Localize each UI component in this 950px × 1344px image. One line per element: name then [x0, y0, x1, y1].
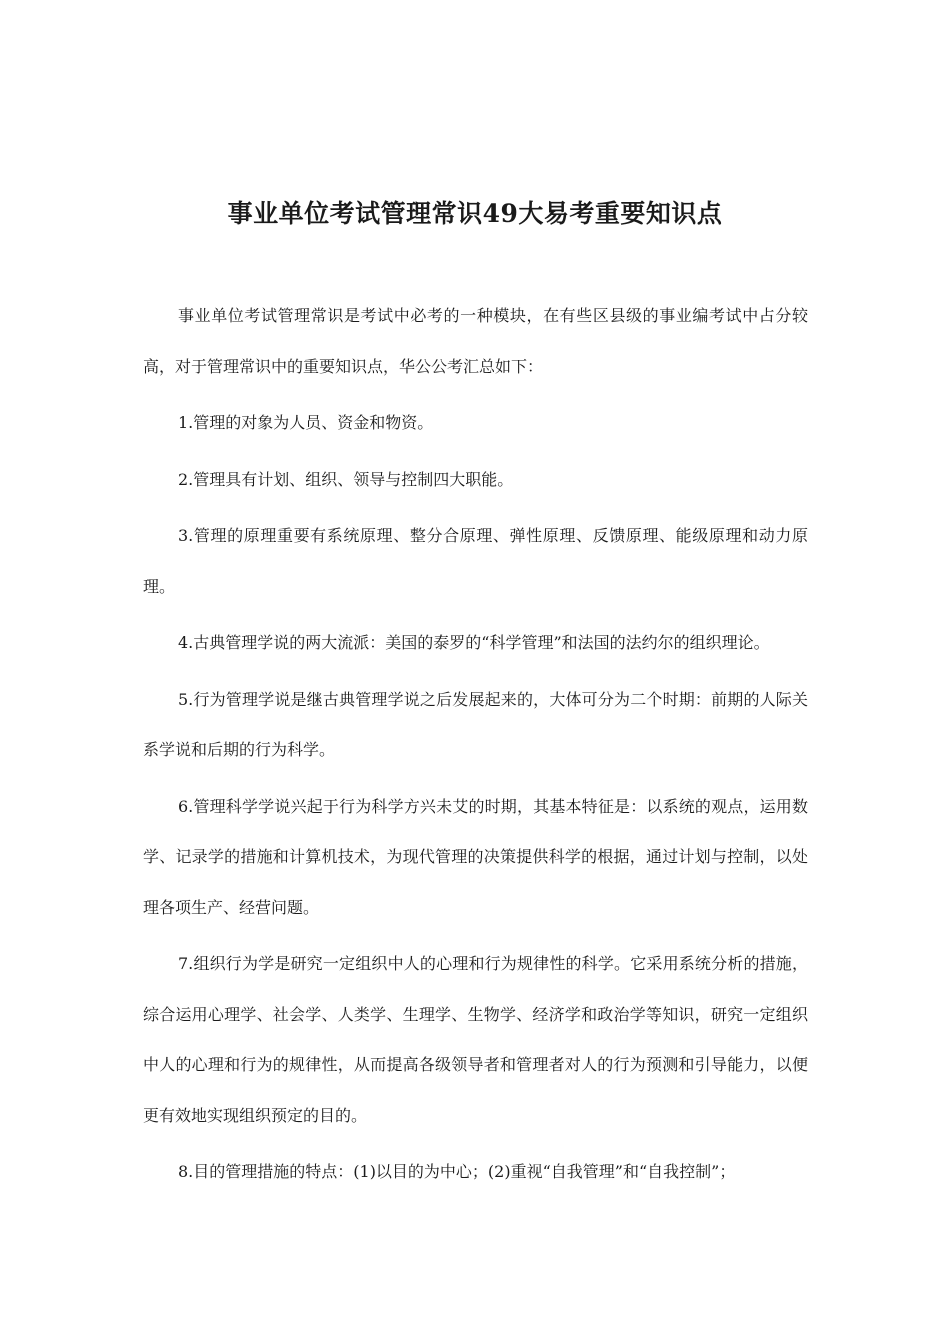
document-title: 事业单位考试管理常识49大易考重要知识点	[227, 199, 723, 228]
intro-paragraph: 事业单位考试管理常识是考试中必考的一种模块，在有些区县级的事业编考试中占分较高，对于管理常识中的重要知识点，华公公考汇总如下：	[143, 306, 808, 376]
point-4-paragraph: 4.古典管理学说的两大流派：美国的泰罗的“科学管理”和法国的法约尔的组织理论。	[178, 633, 770, 652]
point-1-paragraph: 1.管理的对象为人员、资金和物资。	[178, 413, 434, 432]
point-5-paragraph: 5.行为管理学说是继古典管理学说之后发展起来的，大体可分为二个时期：前期的人际关系学说和后期的行为科学。	[143, 689, 808, 759]
point-8-paragraph: 8.目的管理措施的特点：(1)以目的为中心；(2)重视“自我管理”和“自我控制”；	[178, 1162, 736, 1181]
point-2-paragraph: 2.管理具有计划、组织、领导与控制四大职能。	[178, 469, 514, 489]
document-body	[143, 291, 808, 1204]
point-6-paragraph: 6.管理科学学说兴起于行为科学方兴未艾的时期，其基本特征是：以系统的观点，运用数学、记录学的措施和计算机技术，为现代管理的决策提供科学的根据，通过计划与控制，以处理各项生产、经营问题。	[143, 796, 808, 917]
point-7-paragraph: 7.组织行为学是研究一定组织中人的心理和行为规律性的科学。它采用系统分析的措施，综合运用心理学、社会学、人类学、生理学、生物学、经济学和政治学等知识，研究一定组织中人的心理和行为的规律性，从而提高各级领导者和管理者对人的行为预测和引导能力，以便更有效地实现组织预定的目的。	[143, 954, 808, 1125]
point-3-paragraph: 3.管理的原理重要有系统原理、整分合原理、弹性原理、反馈原理、能级原理和动力原理。	[143, 526, 808, 596]
